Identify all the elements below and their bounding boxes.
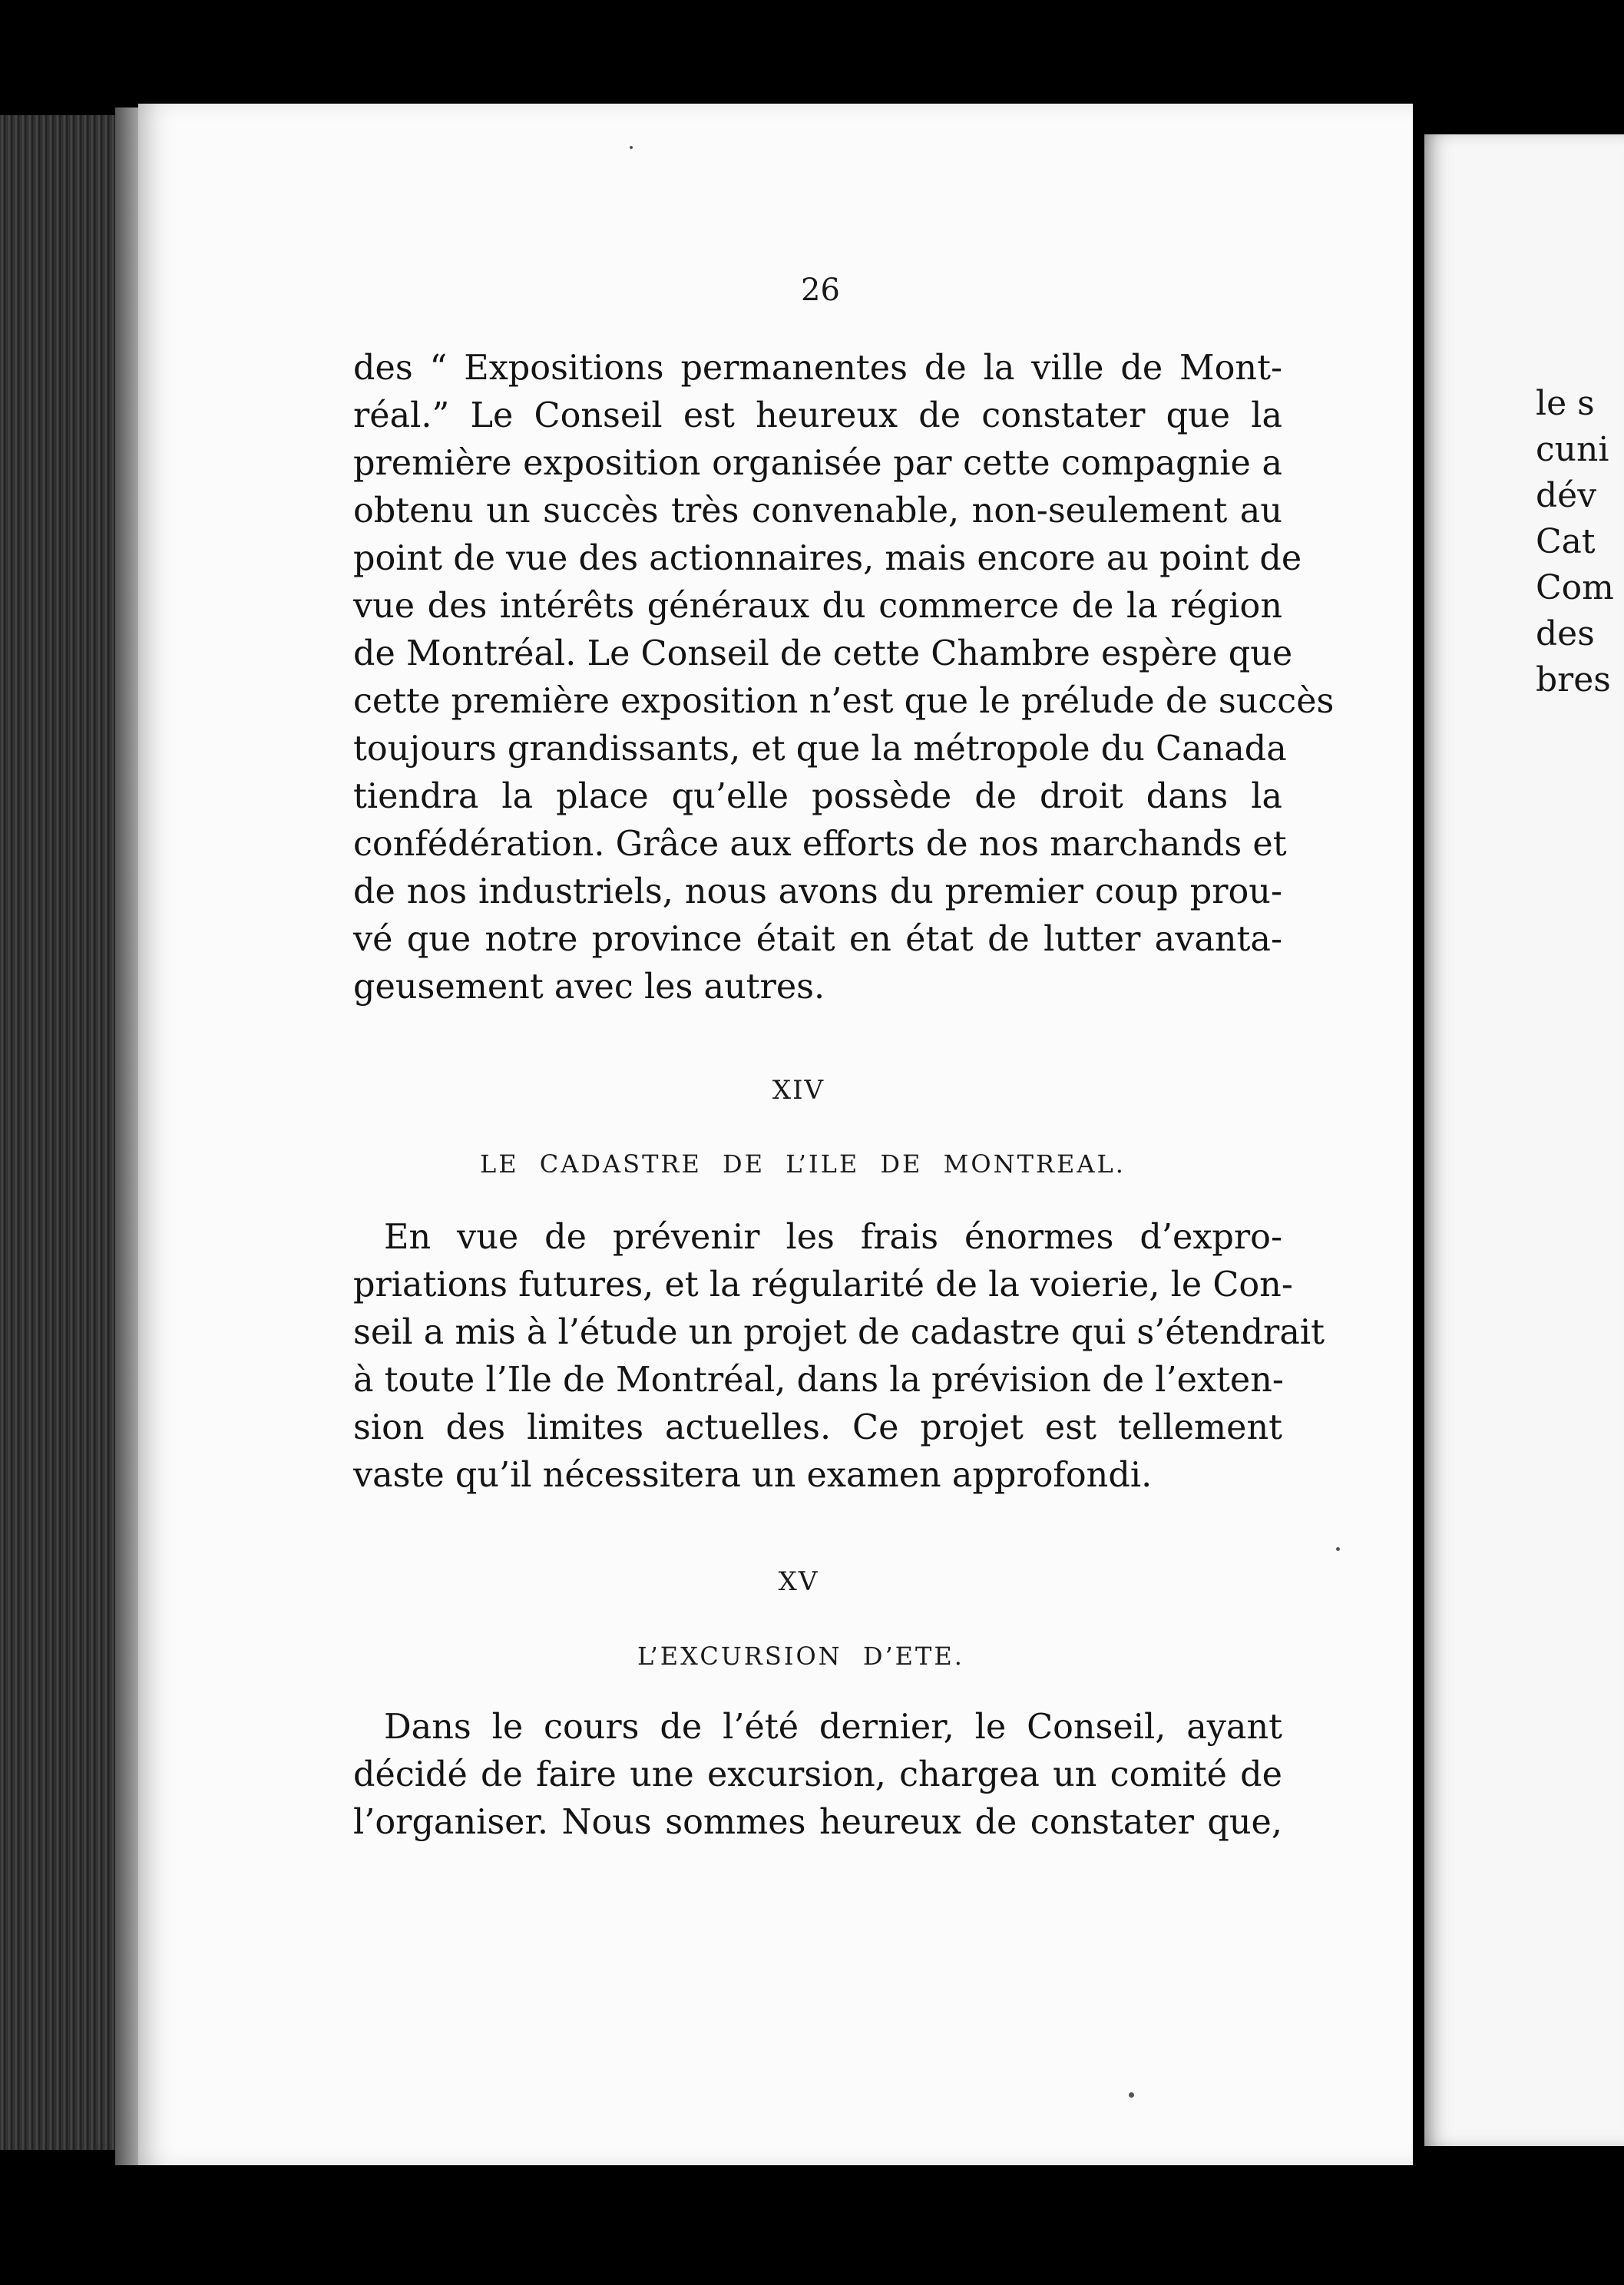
body-text-line: décidé de faire une excursion, chargea un comité de [353,1755,1282,1794]
body-text-line: l’organiser. Nous sommes heureux de constater que, [353,1803,1282,1842]
section-number: XV [778,1566,819,1597]
body-text-line: vé que notre province était en état de lutter avanta- [353,920,1282,959]
body-text-line: réal.” Le Conseil est heureux de constater que la [353,396,1282,435]
body-text-line: vue des intérêts généraux du commerce de la région [353,587,1282,626]
adjacent-page-line: le s [1536,384,1595,423]
adjacent-page-line: des [1536,614,1595,653]
body-text-line: confédération. Grâce aux efforts de nos marchands et [353,825,1287,864]
adjacent-page-line: Com [1536,568,1614,607]
adjacent-page-line: cuni [1536,430,1609,469]
body-text-line: de nos industriels, nous avons du premier coup prou- [353,872,1282,911]
body-text-line: des “ Expositions permanentes de la ville de Mont- [353,349,1282,388]
dust-speck [1336,1547,1340,1551]
adjacent-page-line: bres [1536,660,1611,699]
body-text-line: Dans le cours de l’été dernier, le Conseil, ayant [384,1708,1282,1747]
body-text-line: tiendra la place qu’elle possède de droit dans la [353,777,1282,816]
dust-speck [630,146,633,149]
body-text-line: à toute l’Ile de Montréal, dans la prévision de l’exten- [353,1361,1284,1400]
body-text-line: seil a mis à l’étude un projet de cadastre qui s’étendrait [353,1313,1325,1352]
body-text-line: vaste qu’il nécessitera un examen approfondi. [353,1456,1153,1495]
body-text-line: point de vue des actionnaires, mais encore au point de [353,539,1302,578]
adjacent-page-line: dév [1536,476,1597,515]
section-number: XIV [772,1075,825,1106]
body-text-line: En vue de prévenir les frais énormes d’expro- [384,1218,1282,1257]
body-text-line: cette première exposition n’est que le prélude de succès [353,682,1335,721]
page-number: 26 [801,273,840,308]
body-text-line: toujours grandissants, et que la métropole du Canada [353,729,1287,769]
body-text-line: obtenu un succès très convenable, non-seulement au [353,491,1282,531]
adjacent-page [1424,134,1624,2146]
section-title: LE CADASTRE DE L’ILE DE MONTREAL. [480,1149,1126,1179]
body-text-line: sion des limites actuelles. Ce projet est tellement [353,1408,1282,1447]
body-text-line: priations futures, et la régularité de la voierie, le Con- [353,1265,1293,1305]
adjacent-page-line: Cat [1536,522,1596,561]
dust-speck [1129,2092,1134,2098]
body-text-line: de Montréal. Le Conseil de cette Chambre espère que [353,634,1293,673]
section-title: L’EXCURSION D’ETE. [637,1642,964,1671]
body-text-line: geusement avec les autres. [353,967,825,1007]
body-text-line: première exposition organisée par cette compagnie a [353,444,1282,483]
